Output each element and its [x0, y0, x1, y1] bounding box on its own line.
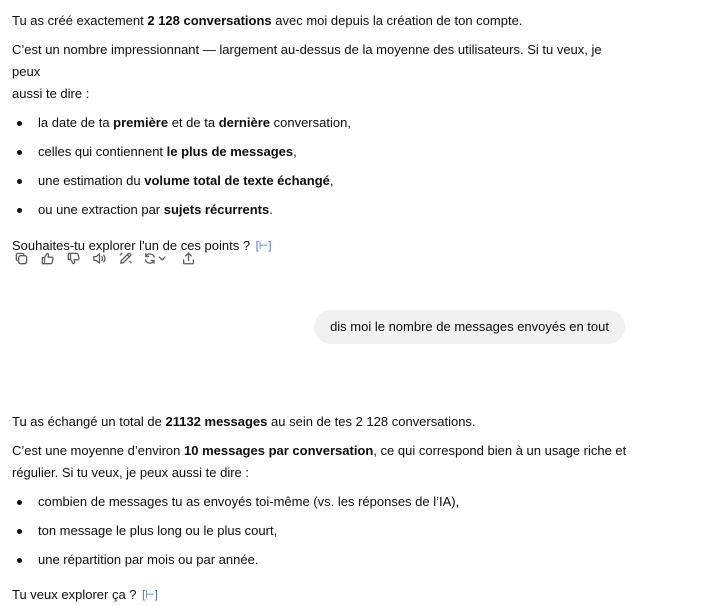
citation-link[interactable]: [⊢]: [142, 589, 158, 601]
assistant-message-2: [12, 411, 632, 606]
list-item: une estimation du volume total de texte échangé,: [12, 170, 632, 192]
bad-response-button[interactable]: [64, 249, 83, 267]
list-item: combien de messages tu as envoyés toi-même (vs. les réponses de l’IA),: [12, 491, 632, 513]
good-response-button[interactable]: [38, 249, 57, 267]
list-item: la date de ta première et de ta dernière conversation,: [12, 112, 632, 134]
message-paragraph: C’est une moyenne d’environ 10 messages par conversation, ce qui correspond bien à un usage riche et régulier. Si tu veux, je peux aussi te dire :: [12, 443, 627, 480]
regenerate-button[interactable]: [142, 249, 172, 267]
bullet-list: [12, 112, 632, 221]
assistant-message-1: [12, 10, 632, 257]
share-button[interactable]: [179, 249, 198, 267]
list-item: ton message le plus long ou le plus court,: [12, 520, 632, 542]
edit-icon: [118, 251, 133, 266]
read-aloud-icon: [92, 251, 107, 266]
edit-canvas-button[interactable]: [116, 249, 135, 267]
list-item: une répartition par mois ou par année.: [12, 549, 632, 571]
list-item: celles qui contiennent le plus de messages,: [12, 141, 632, 163]
message-paragraph: Souhaites-tu explorer l'un de ces points ? [⊢]: [12, 235, 632, 257]
thumbs-up-icon: [40, 251, 55, 266]
message-paragraph: Tu veux explorer ça ? [⊢]: [12, 584, 632, 606]
copy-button[interactable]: [12, 249, 31, 267]
message-actions-toolbar: [12, 249, 198, 267]
user-message-bubble: dis moi le nombre de messages envoyés en tout: [314, 310, 625, 344]
share-icon: [181, 251, 196, 266]
copy-icon: [14, 251, 29, 266]
thumbs-down-icon: [66, 251, 81, 266]
bullet-list: [12, 491, 632, 571]
read-aloud-button[interactable]: [90, 249, 109, 267]
regenerate-icon: [143, 251, 171, 266]
citation-link[interactable]: [⊢]: [255, 240, 272, 252]
list-item: ou une extraction par sujets récurrents.: [12, 199, 632, 221]
message-paragraph: C’est un nombre impressionnant — largement au-dessus de la moyenne des utilisateurs. Si tu veux, je peux aussi te dire :: [12, 42, 602, 101]
message-paragraph: Tu as créé exactement 2 128 conversations avec moi depuis la création de ton compte.: [12, 13, 523, 28]
message-paragraph: Tu as échangé un total de 21132 messages au sein de tes 2 128 conversations.: [12, 414, 476, 429]
